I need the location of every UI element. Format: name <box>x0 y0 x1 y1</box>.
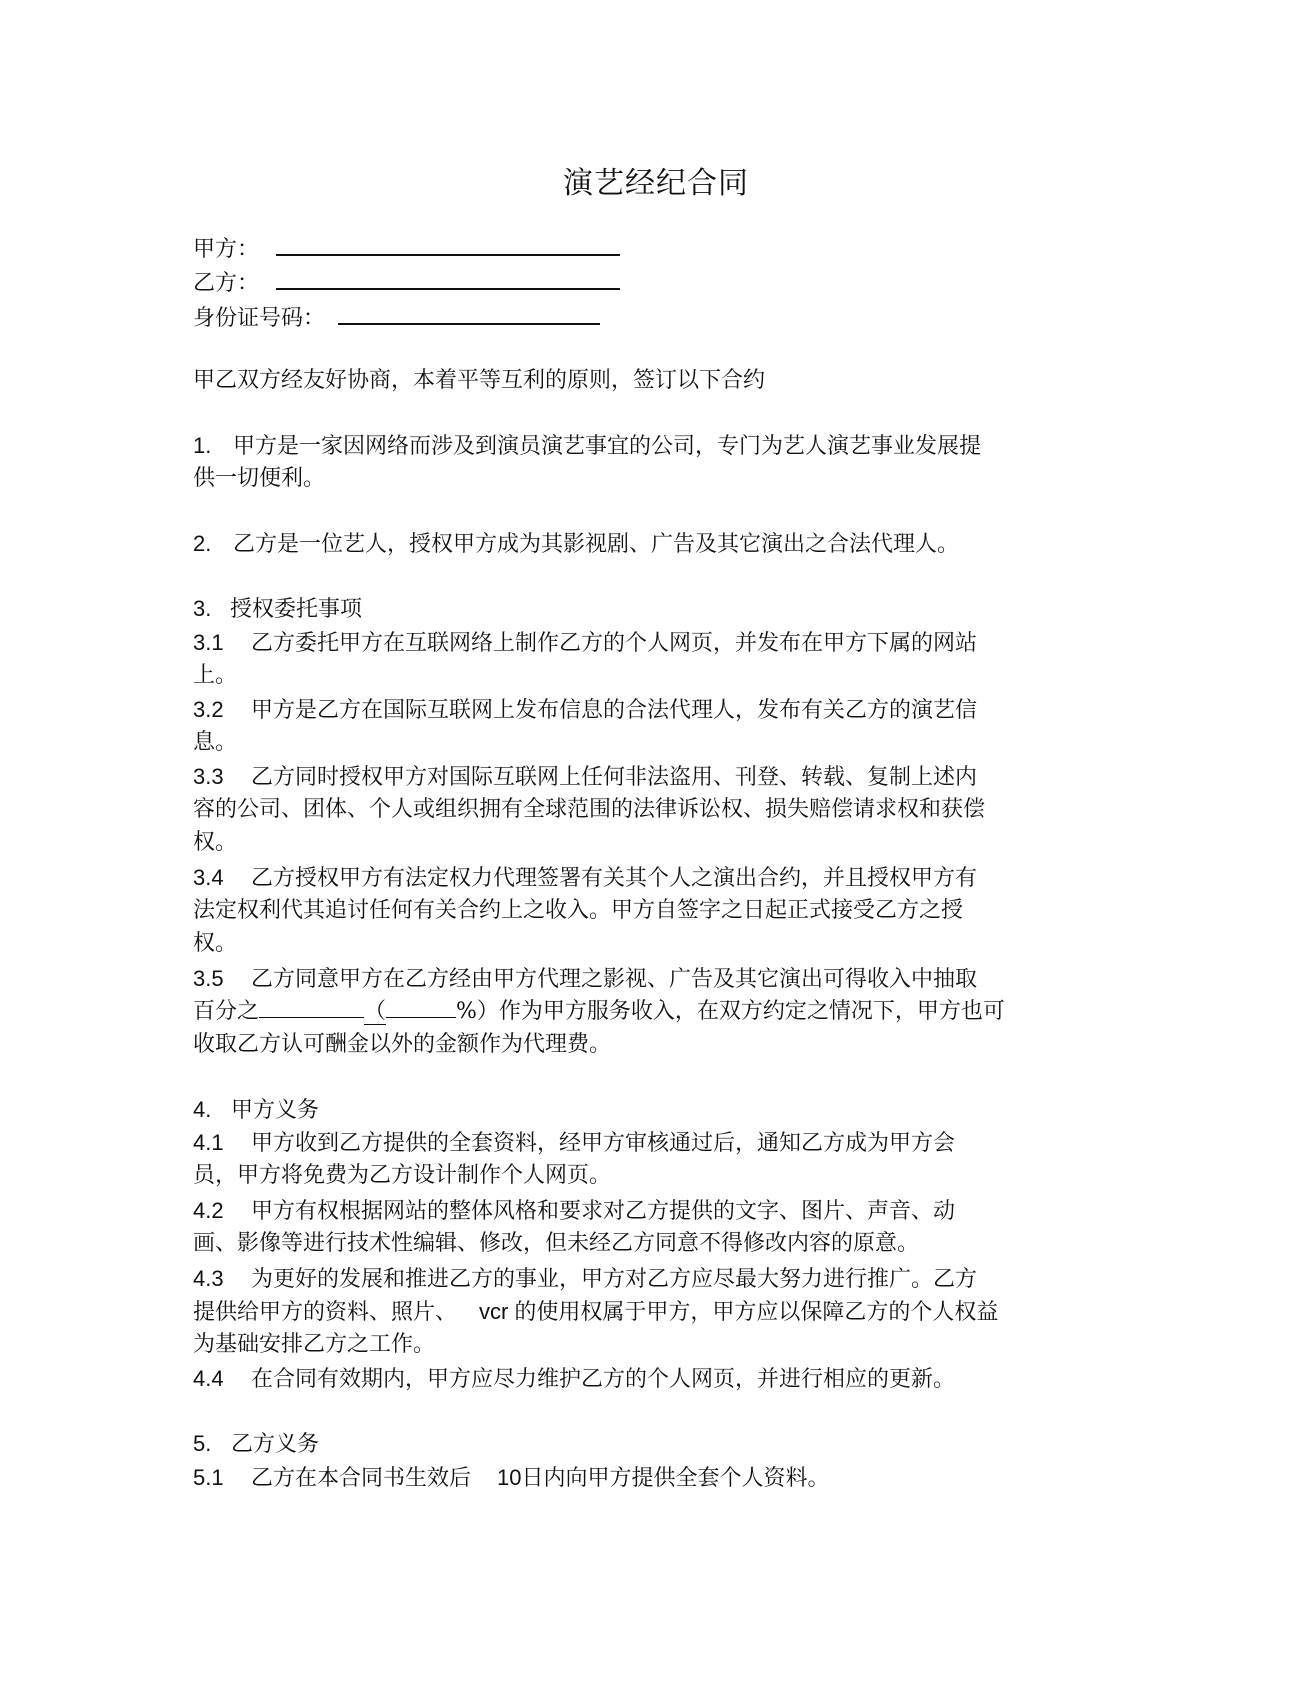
clause-3-4-line-1: 3.4 乙方授权甲方有法定权力代理签署有关其个人之演出合约，并且授权甲方有 <box>193 861 977 895</box>
clause-3-3-line-2: 容的公司、团体、个人或组织拥有全球范围的法律诉讼权、损失赔偿请求权和获偿 <box>193 797 986 822</box>
clause-5-1-line-1: 5.1 乙方在本合同书生效后 10日内向甲方提供全套个人资料。 <box>193 1461 830 1495</box>
clause-4-3-number: 4.3 <box>193 1266 224 1291</box>
clause-3-2-line-2: 息。 <box>193 730 238 755</box>
section-1-line-1: 1. 甲方是一家因网络而涉及到演员演艺事宜的公司，专门为艺人演艺事业发展提 <box>193 429 981 463</box>
clause-3-1-line-2: 上。 <box>193 663 238 688</box>
clause-4-2-number: 4.2 <box>193 1198 224 1223</box>
clause-3-3-number: 3.3 <box>193 764 224 789</box>
clause-3-2-line-1: 3.2 甲方是乙方在国际互联网上发布信息的合法代理人，发布有关乙方的演艺信 <box>193 693 977 727</box>
id-number-label: 身份证号码： <box>193 306 326 331</box>
clause-3-5-line-3: 收取乙方认可酬金以外的金额作为代理费。 <box>193 1032 612 1057</box>
clause-3-1-number: 3.1 <box>193 630 224 655</box>
clause-3-2-number: 3.2 <box>193 697 224 722</box>
clause-4-1-line-2: 员，甲方将免费为乙方设计制作个人网页。 <box>193 1163 612 1188</box>
section-3-number: 3. <box>193 596 212 621</box>
party-a-field <box>193 232 620 266</box>
section-1-number: 1. <box>193 433 212 458</box>
contract-title: 演艺经纪合同 <box>563 166 749 201</box>
clause-4-4-line-1: 4.4 在合同有效期内，甲方应尽力维护乙方的个人网页，并进行相应的更新。 <box>193 1362 955 1396</box>
id-number-blank[interactable] <box>338 301 600 325</box>
clause-4-1-line-1: 4.1 甲方收到乙方提供的全套资料，经甲方审核通过后，通知乙方成为甲方会 <box>193 1126 955 1160</box>
section-4-number: 4. <box>193 1097 212 1122</box>
section-3-heading: 3. 授权委托事项 <box>193 592 362 626</box>
clause-4-3-line-1: 4.3 为更好的发展和推进乙方的事业，甲方对乙方应尽最大努力进行推广。乙方 <box>193 1262 977 1296</box>
section-4-heading: 4. 甲方义务 <box>193 1093 319 1127</box>
percentage-number-blank[interactable] <box>386 995 456 1018</box>
clause-4-2-line-1: 4.2 甲方有权根据网站的整体风格和要求对乙方提供的文字、图片、声音、动 <box>193 1194 955 1228</box>
clause-3-5-number: 3.5 <box>193 966 224 991</box>
section-2-line-1: 2. 乙方是一位艺人，授权甲方成为其影视剧、广告及其它演出之合法代理人。 <box>193 527 959 561</box>
clause-3-3-line-1: 3.3 乙方同时授权甲方对国际互联网上任何非法盗用、刊登、转载、复制上述内 <box>193 760 977 794</box>
percentage-words-blank[interactable] <box>259 995 364 1018</box>
clause-5-1-number: 5.1 <box>193 1465 224 1490</box>
clause-3-5-line-1: 3.5 乙方同意甲方在乙方经由甲方代理之影视、广告及其它演出可得收入中抽取 <box>193 962 977 996</box>
clause-4-3-line-2: 提供给甲方的资料、照片、 vcr 的使用权属于甲方，甲方应以保障乙方的个人权益 <box>193 1299 999 1325</box>
clause-4-2-line-2: 画、影像等进行技术性编辑、修改，但未经乙方同意不得修改内容的原意。 <box>193 1231 920 1256</box>
party-a-label: 甲方： <box>193 237 260 262</box>
clause-3-3-line-3: 权。 <box>193 830 238 855</box>
ten-days-number: 10 <box>497 1465 522 1490</box>
intro-text: 甲乙双方经友好协商，本着平等互利的原则，签订以下合约 <box>193 368 766 393</box>
party-b-field <box>193 266 620 300</box>
section-1-line-2: 供一切便利。 <box>193 466 326 491</box>
vcr-text: vcr <box>479 1299 509 1324</box>
section-2-number: 2. <box>193 531 212 556</box>
clause-3-1-line-1: 3.1 乙方委托甲方在互联网络上制作乙方的个人网页，并发布在甲方下属的网站 <box>193 626 977 660</box>
section-5-number: 5. <box>193 1431 212 1456</box>
clause-3-5-line-2: 百分之 （ %）作为甲方服务收入，在双方约定之情况下，甲方也可 <box>193 995 1005 1028</box>
clause-4-3-line-3: 为基础安排乙方之工作。 <box>193 1332 436 1357</box>
clause-3-4-line-3: 权。 <box>193 931 238 956</box>
clause-3-4-line-2: 法定权利代其追讨任何有关合约上之收入。甲方自签字之日起正式接受乙方之授 <box>193 898 964 923</box>
section-5-heading: 5. 乙方义务 <box>193 1427 319 1461</box>
clause-3-4-number: 3.4 <box>193 865 224 890</box>
clause-4-1-number: 4.1 <box>193 1130 224 1155</box>
party-b-label: 乙方： <box>193 271 260 296</box>
party-b-blank[interactable] <box>276 266 620 290</box>
clause-4-4-number: 4.4 <box>193 1366 224 1391</box>
id-number-field <box>193 301 600 335</box>
party-a-blank[interactable] <box>276 232 620 256</box>
